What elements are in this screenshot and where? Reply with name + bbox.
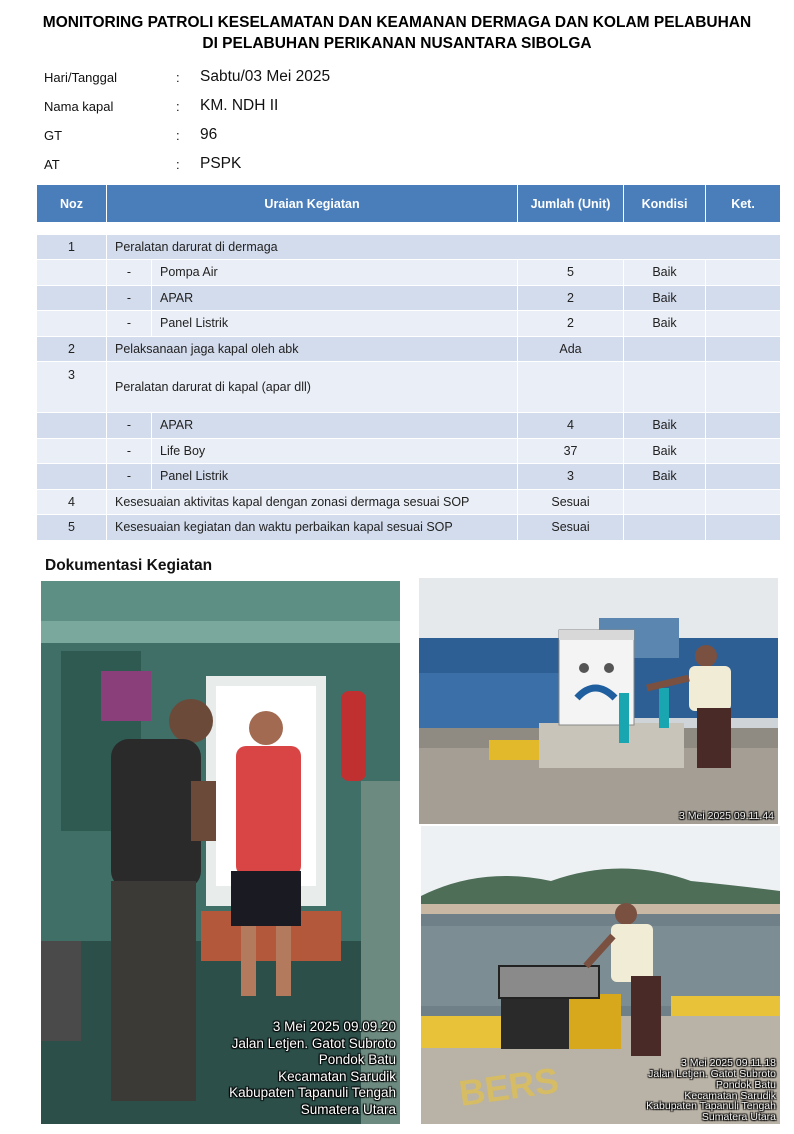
table-row — [37, 413, 781, 439]
cell-no: 3 — [37, 362, 107, 413]
table-row — [37, 311, 781, 337]
cell-jumlah: 2 — [518, 285, 624, 311]
cell-no — [37, 438, 107, 464]
info-label: GT — [44, 128, 63, 143]
photo-ship-cabin-stamp — [229, 1019, 396, 1118]
info-colon: : — [176, 128, 180, 143]
cell-kondisi: Baik — [624, 285, 706, 311]
header-no: Noz — [37, 185, 107, 222]
cell-item: APAR — [152, 285, 518, 311]
cell-uraian: Kesesuaian kegiatan dan waktu perbaikan kapal sesuai SOP — [107, 515, 518, 541]
cell-no: 1 — [37, 234, 107, 260]
table-row — [37, 515, 781, 541]
cell-kondisi: Baik — [624, 413, 706, 439]
stamp-line: Sumatera Utara — [300, 1101, 396, 1117]
table-row — [37, 260, 781, 286]
cell-kondisi — [624, 362, 706, 413]
cell-dash: - — [107, 260, 152, 286]
cell-jumlah: Ada — [518, 336, 624, 362]
info-value: PSPK — [200, 155, 242, 172]
info-colon: : — [176, 70, 180, 85]
stamp-line: Kabupaten Tapanuli Tengah — [229, 1085, 396, 1100]
stamp-line: 3 Mei 2025 09.11.18 — [681, 1057, 776, 1070]
cell-ket — [706, 311, 781, 337]
info-colon: : — [176, 157, 180, 172]
cell-kondisi: Baik — [624, 464, 706, 490]
cell-ket — [706, 413, 781, 439]
cell-no — [37, 311, 107, 337]
stamp-line: Kecamatan Sarudik — [278, 1068, 396, 1084]
cell-kondisi — [624, 489, 706, 515]
table-row — [37, 362, 781, 413]
cell-item: Panel Listrik — [152, 311, 518, 337]
table-row — [37, 464, 781, 490]
header-uraian: Uraian Kegiatan — [107, 185, 518, 222]
table-row — [37, 234, 781, 260]
cell-uraian: Kesesuaian aktivitas kapal dengan zonasi dermaga sesuai SOP — [107, 489, 518, 515]
info-row-at — [44, 151, 744, 180]
info-label: Hari/Tanggal — [44, 70, 117, 85]
cell-no: 5 — [37, 515, 107, 541]
stamp-line: Kabupaten Tapanuli Tengah — [646, 1100, 776, 1113]
cell-item: Pompa Air — [152, 260, 518, 286]
cell-uraian: Pelaksanaan jaga kapal oleh abk — [107, 336, 518, 362]
photo-power-panel-image — [419, 578, 778, 824]
info-row-date — [44, 64, 744, 93]
cell-jumlah: 3 — [518, 464, 624, 490]
cell-jumlah: Sesuai — [518, 489, 624, 515]
cell-kondisi — [624, 515, 706, 541]
cell-dash: - — [107, 285, 152, 311]
cell-jumlah: 2 — [518, 311, 624, 337]
cell-jumlah: 4 — [518, 413, 624, 439]
info-row-gt — [44, 122, 744, 151]
cell-no: 2 — [37, 336, 107, 362]
cell-no: 4 — [37, 489, 107, 515]
cell-item: Panel Listrik — [152, 464, 518, 490]
table-row — [37, 336, 781, 362]
info-value: KM. NDH II — [200, 97, 279, 114]
info-label: Nama kapal — [44, 99, 114, 114]
cell-jumlah: Sesuai — [518, 515, 624, 541]
stamp-line: Sumatera Utara — [701, 1111, 776, 1124]
header-ket: Ket. — [706, 185, 781, 222]
info-value: Sabtu/03 Mei 2025 — [200, 68, 331, 85]
stamp-line: 3 Mei 2025 09.09.20 — [272, 1019, 396, 1034]
cell-ket — [706, 515, 781, 541]
cell-dash: - — [107, 438, 152, 464]
table-row — [37, 438, 781, 464]
cell-no — [37, 285, 107, 311]
stamp-line: Kecamatan Sarudik — [684, 1089, 776, 1102]
stamp-line: Pondok Batu — [318, 1052, 396, 1067]
cell-ket — [706, 260, 781, 286]
photo-power-panel — [419, 578, 778, 824]
header-kondisi: Kondisi — [624, 185, 706, 222]
cell-dash: - — [107, 311, 152, 337]
title-line-2: DI PELABUHAN PERIKANAN NUSANTARA SIBOLGA — [202, 35, 592, 52]
cell-ket — [706, 362, 781, 413]
cell-ket — [706, 438, 781, 464]
stamp-line: Jalan Letjen. Gatot Subroto — [231, 1035, 396, 1051]
cell-ket — [706, 285, 781, 311]
info-label: AT — [44, 157, 60, 172]
title-line-1: MONITORING PATROLI KESELAMATAN DAN KEAMANAN DERMAGA DAN KOLAM PELABUHAN — [42, 14, 752, 31]
cell-dash: - — [107, 413, 152, 439]
cell-no — [37, 413, 107, 439]
cell-item: APAR — [152, 413, 518, 439]
activity-table — [36, 185, 781, 541]
stamp-line: Jalan Letjen. Gatot Subroto — [648, 1068, 776, 1081]
cell-ket — [706, 464, 781, 490]
cell-item: Life Boy — [152, 438, 518, 464]
photo-pier-panel-box — [421, 826, 780, 1124]
cell-kondisi: Baik — [624, 260, 706, 286]
documentation-title: Dokumentasi Kegiatan — [45, 557, 213, 574]
cell-jumlah — [518, 362, 624, 413]
cell-no — [37, 260, 107, 286]
cell-uraian: Peralatan darurat di dermaga — [107, 234, 781, 260]
cell-kondisi — [624, 336, 706, 362]
cell-ket — [706, 336, 781, 362]
stamp-line: 3 Mei 2025 09.11.44 — [679, 810, 774, 822]
table-row — [37, 285, 781, 311]
table-row — [37, 489, 781, 515]
cell-ket — [706, 489, 781, 515]
cell-kondisi: Baik — [624, 438, 706, 464]
cell-jumlah: 37 — [518, 438, 624, 464]
stamp-line: Pondok Batu — [715, 1078, 776, 1091]
header-jumlah: Jumlah (Unit) — [518, 185, 624, 222]
document-title — [0, 12, 794, 54]
cell-uraian: Peralatan darurat di kapal (apar dll) — [107, 362, 518, 413]
svg-text:BERS: BERS — [456, 1059, 562, 1114]
photo-power-panel-stamp — [679, 810, 774, 822]
info-row-ship — [44, 93, 744, 122]
info-block — [44, 64, 744, 180]
info-value: 96 — [200, 126, 218, 143]
photo-ship-cabin — [41, 581, 400, 1124]
cell-dash: - — [107, 464, 152, 490]
info-colon: : — [176, 99, 180, 114]
photo-pier-panel-box-stamp — [646, 1058, 776, 1123]
cell-jumlah: 5 — [518, 260, 624, 286]
cell-no — [37, 464, 107, 490]
table-header-row — [37, 185, 781, 222]
cell-kondisi: Baik — [624, 311, 706, 337]
